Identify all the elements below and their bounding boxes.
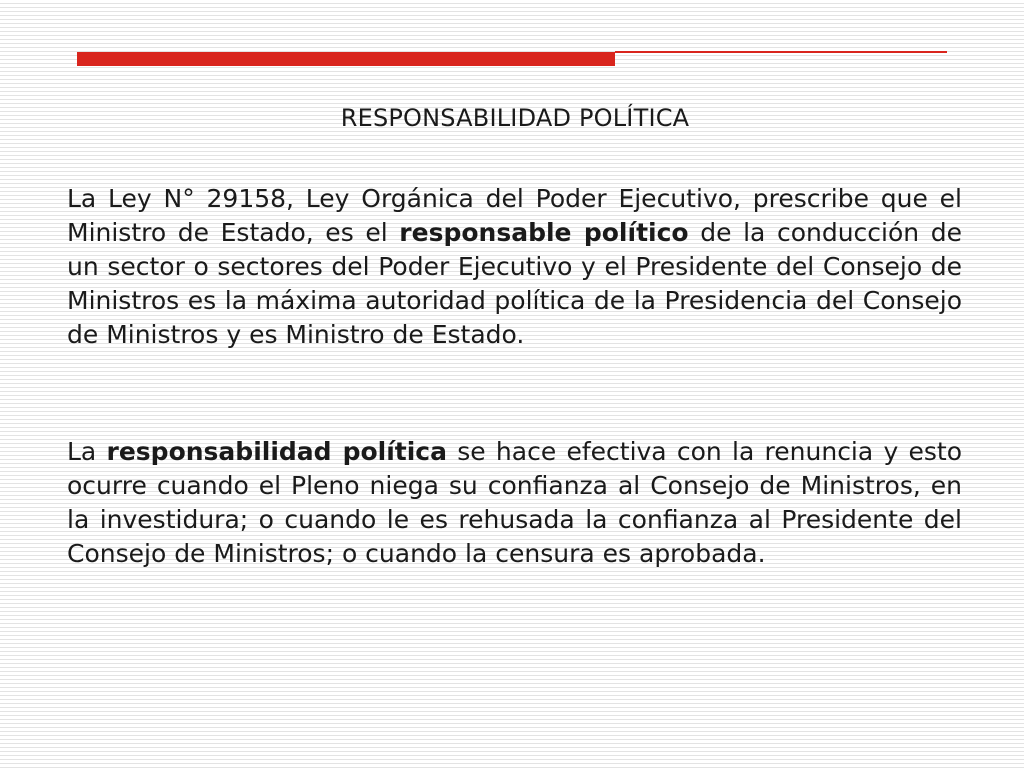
paragraph-ley-29158 <box>67 182 962 352</box>
paragraph-1-bold-term: responsable político <box>399 218 689 247</box>
paragraph-2-text-start: La <box>67 437 107 466</box>
paragraph-2-bold-term: responsabilidad política <box>106 437 447 466</box>
paragraph-responsabilidad <box>67 435 962 571</box>
paragraph-2-text-end: se hace efectiva con la renuncia y esto ocurre cuando el Pleno niega su confianza al Consejo de Ministros, en la investidura; o cuando le es rehusada la confianza al Presidente del Consejo de Ministros; o cuando la censura es aprobada. <box>67 437 963 568</box>
accent-bar-thick <box>77 52 615 66</box>
slide-title: RESPONSABILIDAD POLÍTICA <box>340 104 690 132</box>
accent-line-thin <box>615 51 947 53</box>
paragraph-1-text-end: de la conducción de un sector o sectores del Poder Ejecutivo y el Presidente del Consejo de Ministros es la máxima autoridad política de la Presidencia del Consejo de Ministros y es Ministro de Estado. <box>67 218 962 349</box>
paragraph-1-text-start: La Ley N° 29158, Ley Orgánica del Poder Ejecutivo, prescribe que el Ministro de Estado, es el <box>67 184 962 247</box>
